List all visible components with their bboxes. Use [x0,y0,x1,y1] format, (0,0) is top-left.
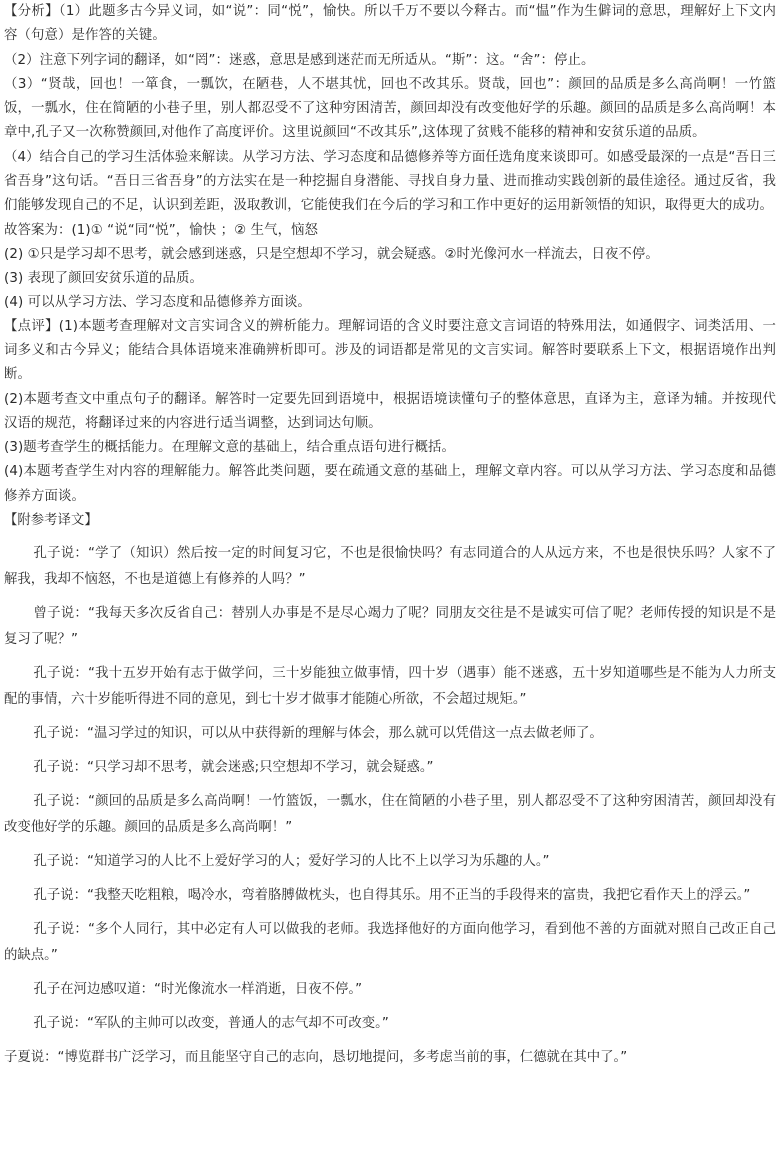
translation-paragraph-11: 孔子说：“军队的主帅可以改变，普通人的志气却不可改变。” [33,1016,389,1032]
translation-paragraph-7: 孔子说：“知道学习的人比不上爱好学习的人；爱好学习的人比不上以学习为乐趣的人。” [33,854,550,870]
analysis-paragraph-2: （2）注意下列字词的翻译，如“罔”：迷惑，意思是感到迷茫而无所适从。“斯”：这。“舍”：停止。 [4,52,595,68]
comment-paragraph-3: (3)题考查学生的概括能力。在理解文意的基础上，结合重点语句进行概括。 [4,440,455,456]
translation-paragraph-2: 曾子说：“我每天多次反省自己：替别人办事是不是尽心竭力了呢？同朋友交往是不是诚实可信了呢？老师传授的知识是不是复习了呢？” [4,606,776,648]
translation-paragraph-5: 孔子说：“只学习却不思考，就会迷惑;只空想却不学习，就会疑惑。” [33,760,434,776]
comment-paragraph-2: (2)本题考查文中重点句子的翻译。解答时一定要先回到语境中，根据语境读懂句子的整体意思，直译为主，意译为辅。并按现代汉语的规范，将翻译过来的内容进行适当调整，达到词达句顺。 [4,391,776,431]
comment-paragraph-4: (4)本题考查学生对内容的理解能力。解答此类问题，要在疏通文意的基础上，理解文章内容。可以从学习方法、学习态度和品德修养方面谈。 [4,464,776,504]
translation-paragraph-3: 孔子说：“我十五岁开始有志于做学问，三十岁能独立做事情，四十岁（遇事）能不迷惑，五十岁知道哪些是不能为人力所支配的事情，六十岁能听得进不同的意见，到七十岁才做事才能随心所欲，不会超过规矩。” [4,666,776,708]
comment-paragraph-1: 【点评】(1)本题考查理解对文言实词含义的辨析能力。理解词语的含义时要注意文言词语的特殊用法，如通假字、词类活用、一词多义和古今异义；能结合具体语境来准确辨析即可。涉及的词语都是常见的文言实词。解答时要联系上下文，根据语境作出判断。 [4,318,776,383]
answer-line-4: (4) 可以从学习方法、学习态度和品德修养方面谈。 [4,294,311,310]
answer-line-2: (2) ①只是学习却不思考，就会感到迷惑，只是空想却不学习，就会疑惑。②时光像河水一样流去，日夜不停。 [4,246,659,262]
answer-line-3: (3) 表现了颜回安贫乐道的品质。 [4,270,204,286]
analysis-paragraph-3: （3）“贤哉，回也！一箪食，一瓢饮，在陋巷，人不堪其忧，回也不改其乐。贤哉，回也”：颜回的品质是多么高尚啊！一竹篮饭，一瓢水，住在简陋的小巷子里，别人都忍受不了这种穷困清苦，颜回却没有改变他好学的乐趣。颜回的品质是多么高尚啊！本章中,孔子又一次称赞颜回,对他作了高度评价。这里说颜回“不改其乐”,这体现了贫贱不能移的精神和安贫乐道的品质。 [4,76,776,141]
translation-heading: 【附参考译文】 [4,513,98,529]
translation-paragraph-9: 孔子说：“多个人同行，其中必定有人可以做我的老师。我选择他好的方面向他学习，看到他不善的方面就对照自己改正自己的缺点。” [4,922,776,964]
analysis-paragraph-1: 【分析】（1）此题多古今异义词，如“说”：同“悦”，愉快。所以千万不要以今释古。而“愠”作为生僻词的意思，理解好上下文内容（句意）是作答的关键。 [4,4,776,44]
translation-paragraph-10: 孔子在河边感叹道：“时光像流水一样消逝，日夜不停。” [33,982,363,998]
answer-line-1: 故答案为：(1)① “说“同“悦”，愉快 ；② 生气，恼怒 [4,222,319,238]
translation-paragraph-6: 孔子说：“颜回的品质是多么高尚啊！一竹篮饭，一瓢水，住在简陋的小巷子里，别人都忍受不了这种穷困清苦，颜回却没有改变他好学的乐趣。颜回的品质是多么高尚啊！” [4,794,776,836]
translation-paragraph-8: 孔子说：“我整天吃粗粮，喝冷水，弯着胳膊做枕头，也自得其乐。用不正当的手段得来的富贵，我把它看作天上的浮云。” [33,888,751,904]
translation-paragraph-12: 子夏说：“博览群书广泛学习，而且能坚守自己的志向，恳切地提问，多考虑当前的事，仁德就在其中了。” [4,1050,628,1066]
analysis-paragraph-4: （4）结合自己的学习生活体验来解读。从学习方法、学习态度和品德修养等方面任选角度来谈即可。如感受最深的一点是“吾日三省吾身”这句话。“吾日三省吾身”的方法实在是一种挖掘自身潜能、寻找自身力量、进而推动实践创新的最佳途径。通过反省，我们能够发现自己的不足，认识到差距，汲取教训，它能使我们在今后的学习和工作中更好的运用新领悟的知识，取得更大的成功。 [4,149,776,214]
translation-paragraph-1: 孔子说：“学了（知识）然后按一定的时间复习它，不也是很愉快吗？有志同道合的人从远方来，不也是很快乐吗？人家不了解我，我却不恼怒，不也是道德上有修养的人吗？” [4,546,776,588]
translation-paragraph-4: 孔子说：“温习学过的知识，可以从中获得新的理解与体会，那么就可以凭借这一点去做老师了。 [33,726,603,742]
